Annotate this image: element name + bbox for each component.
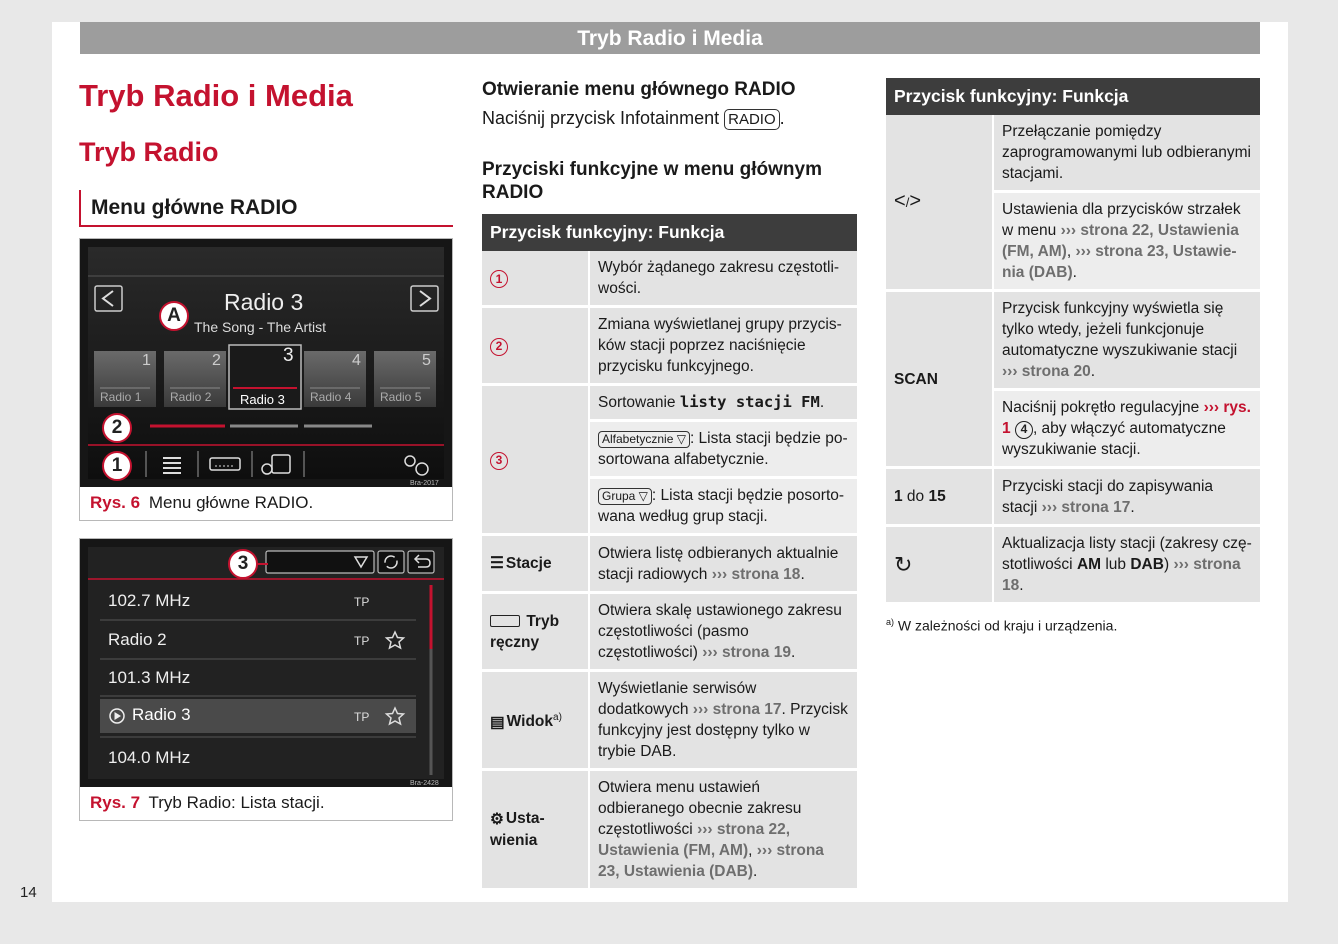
row-text: [994, 115, 1260, 292]
station-row-3: 101.3 MHz: [108, 668, 191, 687]
text: . Przycisk funkcyjny jest dostępny tylko w trybie DAB.: [598, 701, 848, 760]
page-link[interactable]: ››› strona 18: [1002, 556, 1241, 594]
callout-line: [258, 563, 268, 565]
station-tag-2: TP: [354, 634, 370, 648]
text: : Lista stacji będzie posortowana według grup stacji.: [598, 487, 845, 525]
subrow: Ustawienia dla przycisków strzałek w menu ››› strona 22, Ustawienia (FM, AM), ››› strona 23, Ustawienia (DAB).: [994, 190, 1260, 289]
figure-code: Bra-2428: [410, 780, 439, 787]
text: Przyciski stacji do zapisywania stacji: [1002, 477, 1214, 516]
callout-ref-4: 4: [1015, 421, 1033, 439]
table-header: Przycisk funkcyjny: Funkcja: [886, 78, 1260, 115]
table-row: [886, 115, 1260, 292]
back-icon: [408, 551, 434, 573]
list-icon: ☰: [490, 555, 504, 573]
text: Przełączanie pomiędzy zaprogramowanymi lub odbieranymi stacjami.: [1002, 123, 1251, 182]
station-list-screen: [80, 539, 452, 787]
page-header: Tryb Radio i Media: [80, 22, 1260, 54]
table-row: [886, 469, 1260, 527]
row-text: Wybór żądanego zakresu częstotliwości.: [590, 251, 857, 308]
text: .: [819, 394, 825, 411]
page-link[interactable]: ››› strona 19: [702, 644, 791, 661]
callout-3: 3: [228, 549, 258, 579]
figure-main-radio-menu: [79, 238, 453, 521]
alphabetical-key: Alfabetycznie ▽: [598, 431, 690, 448]
table-row: [886, 292, 1260, 469]
function-table-continued: [886, 78, 1260, 605]
table-row: [482, 771, 857, 891]
subrow: [590, 476, 857, 533]
station-row-4: Radio 3: [132, 705, 191, 724]
text: : Lista stacji będzie posortowana alfabetycznie.: [598, 430, 848, 468]
station-row-2: Radio 2: [108, 630, 167, 649]
table-row: [482, 251, 857, 308]
page-link[interactable]: ››› strona 17: [1041, 498, 1131, 516]
left-column: [79, 78, 453, 227]
text: Naciśnij przycisk Infotainment: [482, 108, 720, 128]
radio-screen: [80, 239, 452, 487]
text: Otwiera skalę ustawionego zakresu częstotliwości (pasmo częstotliwości): [598, 602, 842, 661]
callout-ref-3: 3: [490, 452, 508, 470]
text: do: [902, 488, 929, 505]
table-row: [482, 308, 857, 386]
text: AM: [1076, 556, 1102, 573]
subrow: [590, 419, 857, 476]
text: Wyświetlanie serwisów dodatkowych: [598, 680, 757, 718]
middle-column: [482, 78, 857, 891]
page-link[interactable]: ››› strona 23, Ustawienia (DAB): [598, 842, 824, 880]
text: Otwiera listę odbieranych aktualnie stacji radiowych: [598, 544, 839, 583]
preset-label-3: Radio 3: [240, 392, 285, 407]
figure-code: Bra-2017: [410, 480, 439, 487]
subsection-title: Tryb Radio: [79, 137, 219, 167]
preset-label-2: Radio 2: [170, 390, 212, 404]
row-text: Przycisk funkcyjny wyświetla się tylko wtedy, jeżeli funkcjonuje automatyczne wyszukiwanie stacji ››› strona 20. Naciśnij pokrętło regulacyjne ››› rys. 1 4 , aby włączyć automatyczne wyszukiwanie stacji.: [994, 292, 1260, 469]
page-link[interactable]: ››› strona 23, Ustawienia (DAB): [1002, 243, 1237, 281]
table-row: [482, 386, 857, 536]
key-label: Tryb ręczny: [490, 612, 560, 651]
text: .: [779, 108, 785, 128]
radio-key: RADIO: [724, 109, 780, 130]
key-label: Ustawienia: [490, 810, 545, 849]
section-title: Tryb Radio i Media: [79, 78, 353, 113]
text: Sortowanie: [598, 394, 680, 411]
table-row: [482, 672, 857, 771]
paragraph-open-menu: [482, 107, 857, 130]
footnote-mark: a): [886, 617, 895, 627]
callout-2: 2: [102, 413, 132, 443]
key-label: Stacje: [505, 554, 552, 572]
page-link[interactable]: ››› strona 20: [1002, 363, 1091, 380]
text: Otwiera menu ustawień odbieranego obecnie zakresu częstotliwości: [598, 779, 802, 838]
page-link[interactable]: ››› strona 18: [711, 565, 801, 583]
callout-a: A: [159, 301, 189, 331]
row-text: [590, 672, 857, 771]
separator: /: [905, 195, 910, 210]
page-link[interactable]: ››› strona 22, Ustawienia (FM, AM): [598, 821, 791, 859]
preset-label-5: Radio 5: [380, 390, 422, 404]
figure-caption-text: Tryb Radio: Lista stacji.: [148, 793, 325, 812]
text: , aby włączyć automatyczne wyszukiwanie stacji.: [1002, 420, 1226, 458]
callout-ref-1: 1: [490, 270, 508, 288]
prev-arrow-icon: <: [894, 190, 906, 212]
view-icon: ▤: [490, 713, 505, 731]
station-row-5: 104.0 MHz: [108, 748, 191, 767]
scan-key: SCAN: [886, 292, 994, 469]
preset-label-1: Radio 1: [100, 390, 142, 404]
table-row: [482, 536, 857, 594]
key-label: Widok: [506, 713, 554, 731]
figure-link[interactable]: ››› rys. 1: [1002, 399, 1251, 437]
group-key: Grupa ▽: [598, 488, 652, 505]
footnote: [886, 617, 1260, 634]
song-title: The Song - The Artist: [194, 319, 327, 335]
row-text: Otwiera listę odbieranych aktualnie stacji radiowych ››› strona 18.: [590, 536, 857, 594]
refresh-icon: ↻: [894, 552, 913, 577]
preset-num-2: 2: [212, 352, 221, 369]
figure-caption: [80, 787, 452, 821]
text: W zależności od kraju i urządzenia.: [897, 617, 1118, 634]
callout-ref-2: 2: [490, 338, 508, 356]
settings-icon: ⚙: [490, 810, 504, 828]
figure-station-list: [79, 538, 453, 821]
figure-caption-text: Menu główne RADIO.: [148, 493, 314, 512]
subrow: [994, 388, 1260, 466]
figure-number: Rys. 6: [90, 493, 141, 512]
page-link[interactable]: ››› strona 17: [692, 701, 782, 718]
text: lub: [1101, 556, 1131, 573]
manual-tuning-icon: [490, 615, 520, 627]
heading-function-buttons: Przyciski funkcyjne w menu głównym RADIO: [482, 159, 822, 203]
page-number: 14: [20, 884, 37, 901]
row-text: Otwiera skalę ustawionego zakresu częstotliwości (pasmo częstotliwości) ››› strona 19.: [590, 594, 857, 672]
sort-dropdown: [266, 551, 374, 573]
preset-num-1: 1: [142, 352, 151, 369]
heading-open-menu: Otwieranie menu głównego RADIO: [482, 79, 796, 100]
mono-text: listy stacji FM: [679, 393, 820, 411]
preset-label-4: Radio 4: [310, 390, 352, 404]
row-text: Otwiera menu ustawień odbieranego obecnie zakresu częstotliwości ››› strona 22, Ustawienia (FM, AM), ››› strona 23, Ustawienia (DAB).: [590, 771, 857, 891]
figure-caption: [80, 487, 452, 521]
key-label: 15: [928, 488, 946, 505]
table-row: [482, 594, 857, 672]
text: Aktualizacja listy stacji (zakresy częstotliwości: [1002, 535, 1252, 573]
footnote-ref: a): [553, 712, 562, 724]
row-text: Zmiana wyświetlanej grupy przycisków stacji poprzez naciśnięcie przycisku funkcyjnego.: [590, 308, 857, 386]
text: DAB: [1130, 556, 1164, 573]
table-header: Przycisk funkcyjny: Funkcja: [482, 214, 857, 251]
text: Naciśnij pokrętło regulacyjne: [1002, 399, 1200, 416]
refresh-icon: [378, 551, 404, 573]
row-text: Przyciski stacji do zapisywania stacji ››› strona 17.: [994, 469, 1260, 527]
preset-num-3: 3: [283, 345, 294, 366]
function-table: [482, 214, 857, 891]
station-row-1: 102.7 MHz: [108, 591, 191, 610]
station-tag-4: TP: [354, 710, 370, 724]
figure-number: Rys. 7: [90, 793, 141, 812]
right-column: [886, 78, 1260, 634]
preset-num-4: 4: [352, 352, 361, 369]
table-row: [886, 527, 1260, 605]
preset-num-5: 5: [422, 352, 431, 369]
key-label: 1: [894, 488, 903, 505]
station-name: Radio 3: [224, 289, 304, 315]
next-arrow-icon: >: [909, 190, 921, 212]
text: Ustawienia dla przycisków strzałek w menu: [1002, 201, 1241, 239]
text: Przycisk funkcyjny wyświetla się tylko wtedy, jeżeli funkcjonuje automatyczne wyszukiwanie stacji: [1002, 300, 1238, 359]
station-tag-1: TP: [354, 595, 370, 609]
subsubsection-title: Menu główne RADIO: [79, 190, 453, 227]
row-text: [590, 386, 857, 536]
callout-1: 1: [102, 451, 132, 481]
page-link[interactable]: ››› strona 22, Ustawienia (FM, AM): [1002, 222, 1239, 260]
text: ): [1163, 556, 1170, 573]
row-text: Aktualizacja listy stacji (zakresy częstotliwości AM lub DAB) ››› strona 18.: [994, 527, 1260, 605]
